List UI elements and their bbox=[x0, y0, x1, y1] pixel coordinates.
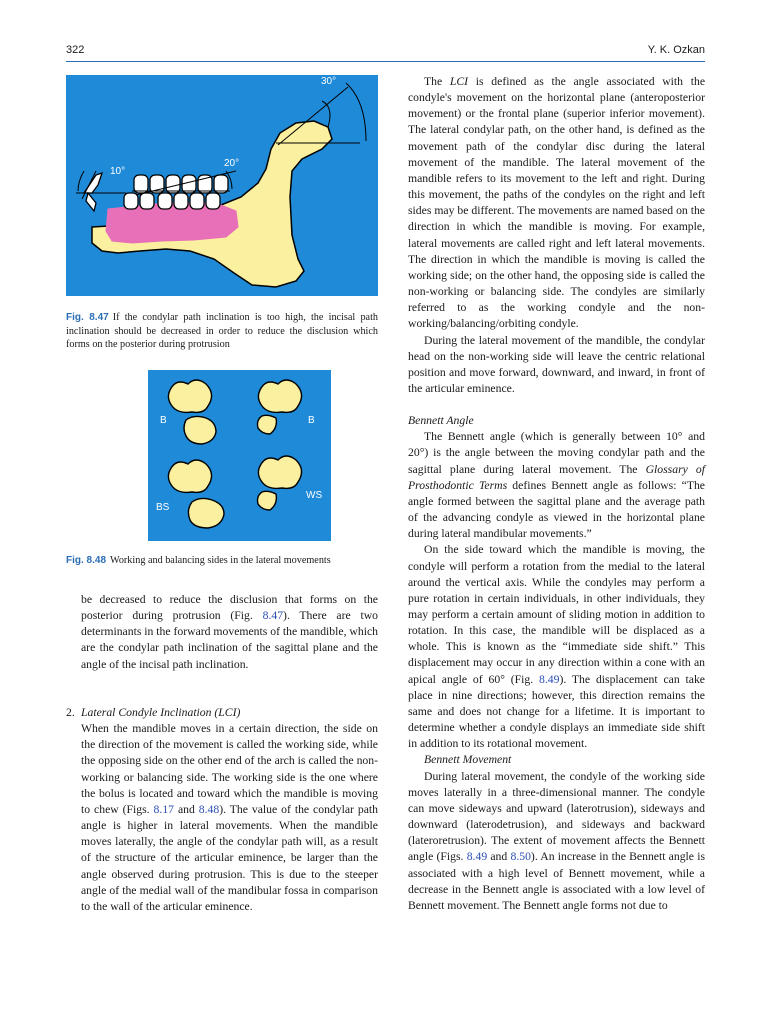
subheading-bennett-angle: Bennett Angle bbox=[408, 414, 474, 428]
text-run: The bbox=[424, 75, 450, 88]
text-run: defines Bennett angle as follows: “The angle formed between the sagittal plane and the average path of the advancing condyle as viewed in the horizontal plane during lateral mandibular movements.” bbox=[408, 478, 705, 541]
figure-link[interactable]: 8.17 bbox=[153, 802, 174, 816]
figure-8-48-caption bbox=[66, 554, 378, 568]
text-run: and bbox=[487, 850, 511, 864]
figure-link[interactable]: 8.49 bbox=[539, 672, 560, 686]
figure-8-48-condyles bbox=[148, 370, 331, 541]
text-run: is defined as the angle associated with the condyle's movement on the horizontal plane (anteroposterior movement) or the frontal plane (superior inferior movement). The lateral condylar path, on the other hand, is defined as the movement path of the condylar disc during the lateral movement of the mandible. The lateral movement of the mandible refers to its movement to the left and right. During this movement, the paths of the condyles on the right and left sides may be different. The movements are named based on the direction in which the mandible is moving. For example, lateral movements are called right and left lateral movements. The direction in which the mandible is moving is called the working side; on the other hand, the opposing side is called the non-working or balancing side. The condyles are similarly referred to as the working condyle and the non-working/balancing/orbiting condyle. bbox=[408, 75, 706, 331]
text-run: The Bennett angle (which is generally between 10° and 20°) is the angle between the moving condylar path and the sagittal plane during lateral movement. The bbox=[408, 430, 705, 476]
label-b-right: B bbox=[308, 415, 315, 426]
text-run: On the side toward which the mandible is moving, the condyle will perform a rotation from the medial to the lateral around the vertical axis. While the condyles may perform a pure rotation in certain individuals, in other individuals, they may perform a certain amount of sliding motion in addition to rotation. In this case, the mandible will be displaced as a whole. This is known as the “immediate side shift.” This displacement may occur in any direction within a cone with an apical angle of 60° (Fig. bbox=[408, 543, 705, 686]
angle-label-10: 10° bbox=[110, 166, 126, 177]
figure-label: Fig. 8.47 bbox=[66, 312, 109, 323]
text-run: be decreased to reduce the disclusion that forms on the posterior during protrusion (Fig. bbox=[81, 593, 378, 623]
text-run: During lateral movement, the condyle of the working side moves laterally in a three-dimensional manner. The condyle can move sideways and upward (laterotrusion), sideways and downward (laterodetrusion), and sideways and backward (lateroretrusion). The extent of movement affects the Bennett angle (Figs. bbox=[408, 769, 705, 864]
glossary-title: Glossary of Prosthodontic Terms bbox=[408, 462, 705, 492]
text-run: ). There are two determinants in the forward movements of the mandible, which are the condylar path inclination of the sagittal plane and the angle of the incisal path inclination. bbox=[81, 609, 379, 671]
figure-link[interactable]: 8.47 bbox=[262, 609, 284, 623]
header-rule bbox=[66, 61, 705, 62]
label-ws: WS bbox=[306, 490, 323, 501]
list-item-lci bbox=[66, 705, 378, 915]
figure-link[interactable]: 8.48 bbox=[198, 802, 220, 816]
caption-text: Working and balancing sides in the lateral movements bbox=[110, 555, 331, 566]
page-number: 322 bbox=[66, 44, 85, 56]
term-lci: LCI bbox=[449, 75, 469, 88]
text-run: ). The value of the condylar path angle is higher in lateral movements. When the mandible moves laterally, the angle of the condylar path will, as a result of the structure of the articular eminence, be larger than the angle observed during protrusion. This is due to the steeper angle of the medial wall of the mandibular fossa in comparison to the wall of the articular eminence. bbox=[81, 802, 379, 913]
figure-link[interactable]: 8.49 bbox=[466, 850, 488, 864]
subheading-bennett-movement: Bennett Movement bbox=[424, 753, 512, 767]
right-column bbox=[408, 74, 705, 914]
running-author: Y. K. Ozkan bbox=[647, 44, 705, 56]
angle-label-20: 20° bbox=[224, 158, 240, 169]
label-bs: BS bbox=[156, 502, 170, 513]
list-number: 2. bbox=[66, 706, 75, 719]
text-run: When the mandible moves in a certain direction, the side on the direction of the movement is called the working side, while the opposing side on the other end of the arch is called the non-working or balancing side. The working side is the one where the bolus is located and toward which the mandible is moving to chew (Figs. bbox=[81, 722, 378, 816]
figure-8-47-mandible bbox=[66, 75, 378, 296]
text-run: ). The displacement can take place in nine directions; however, this direction remains the same and does not change for a lifetime. It is important to determine whether a condyle displays an immediate side shift in addition to its rotational movement. bbox=[408, 672, 705, 751]
paragraph: During the lateral movement of the mandible, the condylar head on the non-working side will leave the centric relational position and move forward, downward, and inward, in front of the articular eminence. bbox=[408, 333, 705, 395]
figure-8-47-caption bbox=[66, 311, 378, 352]
figure-link[interactable]: 8.50 bbox=[510, 850, 531, 864]
label-b-left: B bbox=[160, 415, 167, 426]
text-run: and bbox=[174, 802, 199, 816]
text-run: ). An increase in the Bennett angle is associated with a high level of Bennett movement, while a decrease in the Bennett angle is associated with a low level of Bennett movement. The Bennett angle forms not due to bbox=[408, 850, 706, 912]
figure-label: Fig. 8.48 bbox=[66, 555, 107, 566]
running-header bbox=[66, 44, 705, 62]
angle-label-30: 30° bbox=[321, 76, 337, 87]
caption-text: If the condylar path inclination is too high, the incisal path inclination should be decreased in order to reduce the disclusion which forms on the posterior during protrusion bbox=[66, 312, 378, 350]
left-column-paragraph bbox=[81, 592, 378, 673]
section-title: Lateral Condyle Inclination (LCI) bbox=[81, 706, 241, 719]
